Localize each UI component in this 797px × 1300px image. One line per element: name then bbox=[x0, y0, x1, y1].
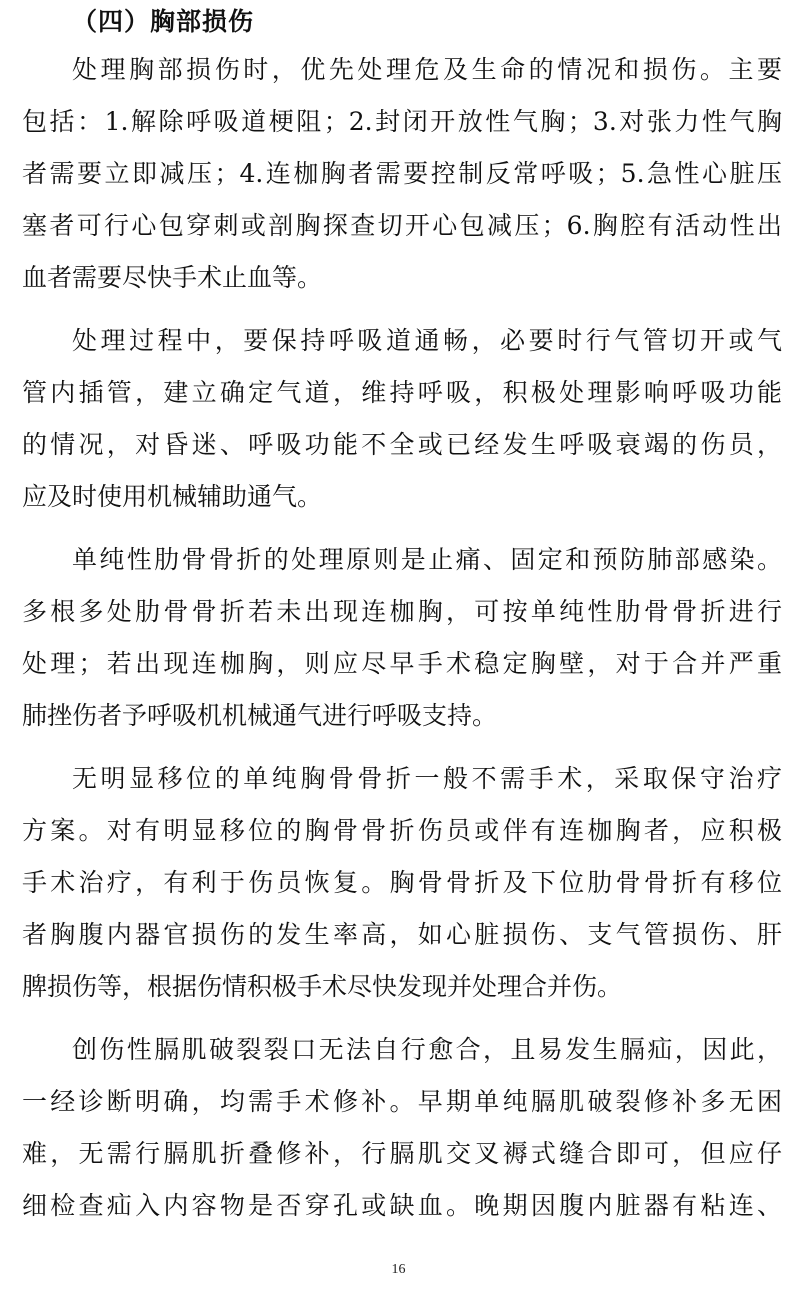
text-line: 包括：1.解除呼吸道梗阻；2.封闭开放性气胸；3.对张力性气胸 bbox=[22, 107, 782, 136]
text-line: 难，无需行膈肌折叠修补，行膈肌交叉褥式缝合即可，但应仔 bbox=[22, 1139, 782, 1168]
text-line: 无明显移位的单纯胸骨骨折一般不需手术，采取保守治疗 bbox=[72, 764, 782, 793]
paragraph bbox=[22, 753, 782, 1013]
text-line: 塞者可行心包穿刺或剖胸探查切开心包减压；6.胸腔有活动性出 bbox=[22, 211, 782, 240]
body-text bbox=[22, 44, 782, 1232]
page-number: 16 bbox=[391, 1262, 406, 1277]
text-line: 的情况，对昏迷、呼吸功能不全或已经发生呼吸衰竭的伤员， bbox=[22, 430, 782, 459]
text-line: 细检查疝入内容物是否穿孔或缺血。晚期因腹内脏器有粘连、 bbox=[22, 1191, 782, 1220]
text-line: 多根多处肋骨骨折若未出现连枷胸，可按单纯性肋骨骨折进行 bbox=[22, 597, 782, 626]
text-line: 创伤性膈肌破裂裂口无法自行愈合，且易发生膈疝，因此， bbox=[72, 1035, 782, 1064]
text-line: 单纯性肋骨骨折的处理原则是止痛、固定和预防肺部感染。 bbox=[72, 545, 782, 574]
text-line: 方案。对有明显移位的胸骨骨折伤员或伴有连枷胸者，应积极 bbox=[22, 816, 782, 845]
text-line: 一经诊断明确，均需手术修补。早期单纯膈肌破裂修补多无困 bbox=[22, 1087, 782, 1116]
text-line: 者胸腹内器官损伤的发生率高，如心脏损伤、支气管损伤、肝 bbox=[22, 920, 782, 949]
text-line: 处理过程中，要保持呼吸道通畅，必要时行气管切开或气 bbox=[72, 326, 782, 355]
text-line: 应及时使用机械辅助通气。 bbox=[22, 482, 323, 511]
text-line: 者需要立即减压；4.连枷胸者需要控制反常呼吸；5.急性心脏压 bbox=[22, 159, 782, 188]
text-line: 手术治疗，有利于伤员恢复。胸骨骨折及下位肋骨骨折有移位 bbox=[22, 868, 782, 897]
text-line: 处理；若出现连枷胸，则应尽早手术稳定胸壁，对于合并严重 bbox=[22, 649, 782, 678]
paragraph bbox=[22, 315, 782, 523]
paragraph bbox=[22, 44, 782, 304]
paragraph bbox=[22, 1024, 782, 1232]
paragraph bbox=[22, 534, 782, 742]
page-content bbox=[22, 0, 782, 1243]
section-heading: （四）胸部损伤 bbox=[72, 7, 255, 36]
text-line: 处理胸部损伤时，优先处理危及生命的情况和损伤。主要 bbox=[72, 55, 782, 84]
text-line: 血者需要尽快手术止血等。 bbox=[22, 263, 323, 292]
text-line: 管内插管，建立确定气道，维持呼吸，积极处理影响呼吸功能 bbox=[22, 378, 782, 407]
text-line: 脾损伤等，根据伤情积极手术尽快发现并处理合并伤。 bbox=[22, 972, 623, 1001]
text-line: 肺挫伤者予呼吸机机械通气进行呼吸支持。 bbox=[22, 701, 498, 730]
